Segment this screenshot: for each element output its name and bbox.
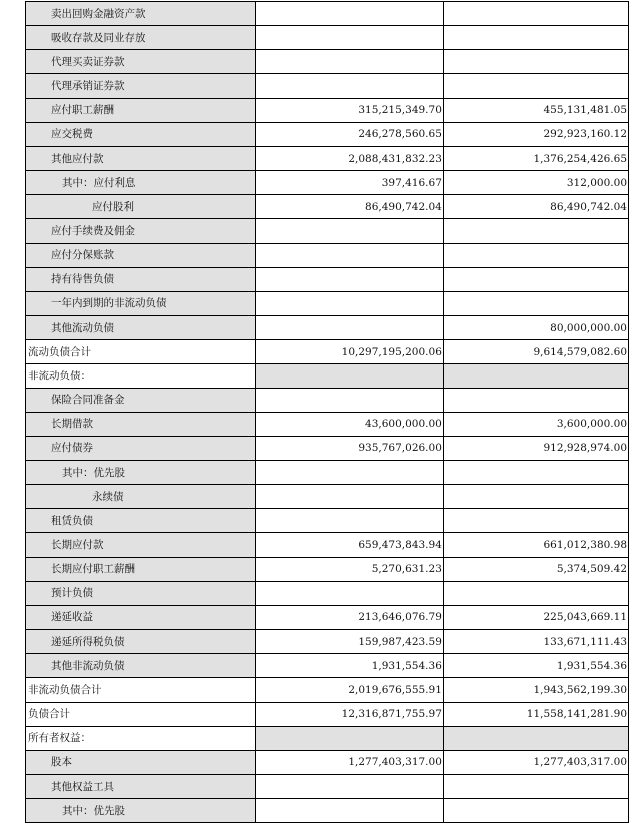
- prior-period-value: 225,043,669.11: [443, 605, 628, 629]
- prior-period-value: 5,374,509.42: [443, 557, 628, 581]
- row-label: 其他非流动负债: [26, 654, 256, 678]
- current-period-value: 1,931,554.36: [256, 654, 444, 678]
- table-row: [26, 460, 629, 484]
- table-row: [26, 219, 629, 243]
- prior-period-value: [443, 509, 628, 533]
- row-label: 长期应付职工薪酬: [26, 557, 256, 581]
- current-period-value: [256, 388, 444, 412]
- prior-period-value: 80,000,000.00: [443, 316, 628, 340]
- liabilities-table-body: [26, 2, 629, 823]
- current-period-value: [256, 26, 444, 50]
- table-row: [26, 146, 629, 170]
- current-period-value: [256, 364, 444, 388]
- current-period-value: 2,088,431,832.23: [256, 146, 444, 170]
- current-period-value: 86,490,742.04: [256, 195, 444, 219]
- table-row: [26, 50, 629, 74]
- row-label: 长期借款: [26, 412, 256, 436]
- current-period-value: [256, 460, 444, 484]
- current-period-value: 5,270,631.23: [256, 557, 444, 581]
- current-period-value: [256, 291, 444, 315]
- table-row: [26, 726, 629, 750]
- row-label: 持有待售负债: [26, 267, 256, 291]
- current-period-value: [256, 581, 444, 605]
- prior-period-value: 9,614,579,082.60: [443, 340, 628, 364]
- table-row: [26, 74, 629, 98]
- table-row: [26, 171, 629, 195]
- prior-period-value: 86,490,742.04: [443, 195, 628, 219]
- current-period-value: 246,278,560.65: [256, 122, 444, 146]
- table-row: [26, 364, 629, 388]
- current-period-value: 213,646,076.79: [256, 605, 444, 629]
- current-period-value: 43,600,000.00: [256, 412, 444, 436]
- current-period-value: [256, 243, 444, 267]
- table-row: [26, 2, 629, 26]
- row-label: 所有者权益：: [26, 726, 256, 750]
- prior-period-value: [443, 2, 628, 26]
- prior-period-value: 912,928,974.00: [443, 436, 628, 460]
- table-row: [26, 26, 629, 50]
- row-label: 永续债: [26, 485, 256, 509]
- current-period-value: 935,767,026.00: [256, 436, 444, 460]
- current-period-value: [256, 267, 444, 291]
- prior-period-value: 133,671,111.43: [443, 630, 628, 654]
- row-label: 应付债券: [26, 436, 256, 460]
- row-label: 其他流动负债: [26, 316, 256, 340]
- prior-period-value: 1,931,554.36: [443, 654, 628, 678]
- row-label: 长期应付款: [26, 533, 256, 557]
- prior-period-value: [443, 726, 628, 750]
- liabilities-table: [25, 1, 629, 823]
- prior-period-value: [443, 581, 628, 605]
- prior-period-value: [443, 243, 628, 267]
- row-label: 其他应付款: [26, 146, 256, 170]
- table-row: [26, 509, 629, 533]
- table-row: [26, 533, 629, 557]
- current-period-value: 659,473,843.94: [256, 533, 444, 557]
- prior-period-value: [443, 388, 628, 412]
- prior-period-value: 1,277,403,317.00: [443, 750, 628, 774]
- prior-period-value: 1,943,562,199.30: [443, 678, 628, 702]
- table-row: [26, 799, 629, 823]
- row-label: 保险合同准备金: [26, 388, 256, 412]
- row-label: 吸收存款及同业存放: [26, 26, 256, 50]
- current-period-value: [256, 726, 444, 750]
- current-period-value: 10,297,195,200.06: [256, 340, 444, 364]
- table-row: [26, 581, 629, 605]
- table-row: [26, 291, 629, 315]
- row-label: 一年内到期的非流动负债: [26, 291, 256, 315]
- row-label: 其他权益工具: [26, 775, 256, 799]
- row-label: 负债合计: [26, 702, 256, 726]
- prior-period-value: [443, 485, 628, 509]
- row-label: 应付分保账款: [26, 243, 256, 267]
- current-period-value: [256, 316, 444, 340]
- table-row: [26, 195, 629, 219]
- prior-period-value: [443, 460, 628, 484]
- table-row: [26, 750, 629, 774]
- row-label: 卖出回购金融资产款: [26, 2, 256, 26]
- row-label: 其中：优先股: [26, 460, 256, 484]
- table-row: [26, 122, 629, 146]
- row-label: 递延所得税负债: [26, 630, 256, 654]
- table-row: [26, 702, 629, 726]
- row-label: 应付股利: [26, 195, 256, 219]
- prior-period-value: [443, 74, 628, 98]
- row-label: 非流动负债：: [26, 364, 256, 388]
- current-period-value: [256, 219, 444, 243]
- row-label: 租赁负债: [26, 509, 256, 533]
- prior-period-value: 1,376,254,426.65: [443, 146, 628, 170]
- row-label: 预计负债: [26, 581, 256, 605]
- table-row: [26, 630, 629, 654]
- current-period-value: [256, 485, 444, 509]
- table-row: [26, 388, 629, 412]
- current-period-value: [256, 50, 444, 74]
- current-period-value: [256, 74, 444, 98]
- table-row: [26, 775, 629, 799]
- current-period-value: 1,277,403,317.00: [256, 750, 444, 774]
- table-row: [26, 316, 629, 340]
- row-label: 流动负债合计: [26, 340, 256, 364]
- current-period-value: 12,316,871,755.97: [256, 702, 444, 726]
- prior-period-value: [443, 799, 628, 823]
- current-period-value: 397,416.67: [256, 171, 444, 195]
- table-row: [26, 654, 629, 678]
- row-label: 代理承销证券款: [26, 74, 256, 98]
- prior-period-value: [443, 267, 628, 291]
- table-row: [26, 267, 629, 291]
- prior-period-value: 292,923,160.12: [443, 122, 628, 146]
- prior-period-value: 455,131,481.05: [443, 98, 628, 122]
- current-period-value: [256, 775, 444, 799]
- table-row: [26, 605, 629, 629]
- current-period-value: [256, 2, 444, 26]
- prior-period-value: [443, 775, 628, 799]
- table-row: [26, 557, 629, 581]
- prior-period-value: 11,558,141,281.90: [443, 702, 628, 726]
- current-period-value: [256, 799, 444, 823]
- current-period-value: [256, 509, 444, 533]
- row-label: 代理买卖证券款: [26, 50, 256, 74]
- prior-period-value: [443, 364, 628, 388]
- prior-period-value: 661,012,380.98: [443, 533, 628, 557]
- current-period-value: 315,215,349.70: [256, 98, 444, 122]
- row-label: 非流动负债合计: [26, 678, 256, 702]
- row-label: 递延收益: [26, 605, 256, 629]
- prior-period-value: [443, 50, 628, 74]
- table-row: [26, 412, 629, 436]
- prior-period-value: [443, 291, 628, 315]
- row-label: 其中：优先股: [26, 799, 256, 823]
- row-label: 应交税费: [26, 122, 256, 146]
- table-row: [26, 340, 629, 364]
- row-label: 应付手续费及佣金: [26, 219, 256, 243]
- prior-period-value: [443, 26, 628, 50]
- table-row: [26, 678, 629, 702]
- prior-period-value: 3,600,000.00: [443, 412, 628, 436]
- current-period-value: 159,987,423.59: [256, 630, 444, 654]
- current-period-value: 2,019,676,555.91: [256, 678, 444, 702]
- table-row: [26, 243, 629, 267]
- row-label: 其中：应付利息: [26, 171, 256, 195]
- row-label: 应付职工薪酬: [26, 98, 256, 122]
- row-label: 股本: [26, 750, 256, 774]
- prior-period-value: [443, 219, 628, 243]
- table-row: [26, 485, 629, 509]
- table-row: [26, 436, 629, 460]
- table-row: [26, 98, 629, 122]
- prior-period-value: 312,000.00: [443, 171, 628, 195]
